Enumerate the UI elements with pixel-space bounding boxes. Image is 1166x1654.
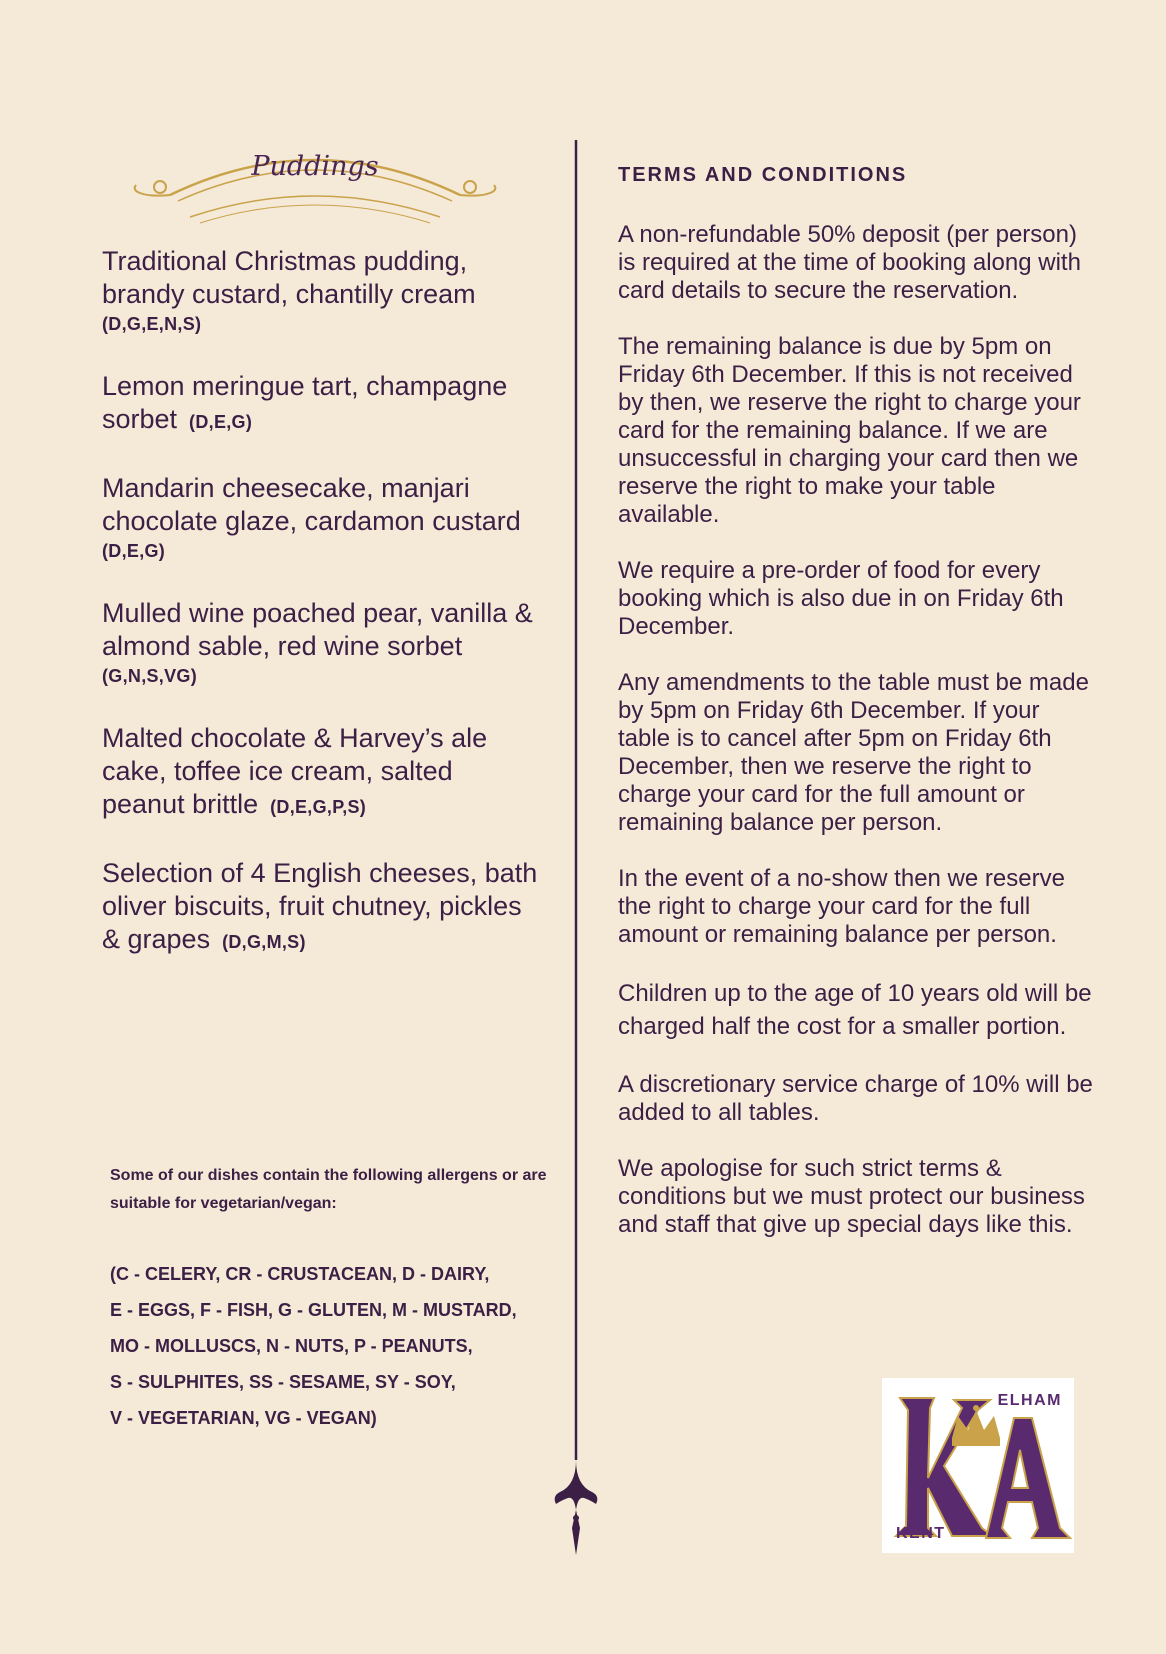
section-title: Puddings [251,151,379,182]
terms-section [618,164,1098,1267]
logo-top-text: ELHAM [997,1392,1062,1409]
list-item [102,370,542,439]
terms-paragraph: We require a pre-order of food for every booking which is also due in on Friday 6th December. [618,557,1064,640]
allergen-code: (D,G,M,S) [222,932,306,952]
restaurant-logo [882,1378,1074,1553]
allergen-key-line: E - EGGS, F - FISH, G - GLUTEN, M - MUSTARD, [110,1300,517,1320]
allergen-key-line: V - VEGETARIAN, VG - VEGAN) [110,1408,377,1428]
list-item [102,597,542,689]
dish-name: Traditional Christmas pudding, brandy custard, chantilly cream [102,246,476,309]
terms-paragraph: In the event of a no-show then we reserve the right to charge your card for the full amount or remaining balance per person. [618,865,1065,948]
terms-heading: TERMS AND CONDITIONS [618,164,908,186]
logo-bottom-text: KENT [896,1525,946,1542]
allergen-key-line: S - SULPHITES, SS - SESAME, SY - SOY, [110,1372,456,1392]
terms-paragraph: A non-refundable 50% deposit (per person) is required at the time of booking along with card details to secure the reservation. [618,221,1081,304]
allergen-key [110,1256,560,1436]
list-item [102,722,542,824]
crown-icon [952,1405,1000,1446]
allergen-code: (G,N,S,VG) [102,666,198,686]
dish-name: Mulled wine poached pear, vanilla & almond sable, red wine sorbet [102,598,533,661]
puddings-banner [130,135,500,235]
allergen-key-line: (C - CELERY, CR - CRUSTACEAN, D - DAIRY, [110,1264,490,1284]
allergen-intro: Some of our dishes contain the following allergens or are suitable for vegetarian/vegan: [110,1167,547,1212]
dish-name: Selection of 4 English cheeses, bath oliver biscuits, fruit chutney, pickles & grapes [102,858,538,954]
terms-paragraph: Children up to the age of 10 years old will be charged half the cost for a smaller portion. [618,980,1092,1040]
terms-paragraph: Any amendments to the table must be made by 5pm on Friday 6th December. If your table is to cancel after 5pm on Friday 6th December, then we reserve the right to charge your card for the full amount or remaining balance per person. [618,669,1089,836]
list-item [102,472,542,564]
terms-paragraph: We apologise for such strict terms & conditions but we must protect our business and staff that give up special days like this. [618,1155,1085,1238]
list-item [102,857,542,959]
dish-name: Malted chocolate & Harvey’s ale cake, toffee ice cream, salted peanut brittle [102,723,488,819]
divider-ornament-icon [546,140,606,1560]
allergen-code: (D,E,G) [189,412,253,432]
column-divider [546,140,606,1560]
dish-list [102,245,542,992]
terms-paragraph: A discretionary service charge of 10% will be added to all tables. [618,1071,1093,1126]
allergen-key-line: MO - MOLLUSCS, N - NUTS, P - PEANUTS, [110,1336,473,1356]
dish-name: Mandarin cheesecake, manjari chocolate glaze, cardamon custard [102,473,521,536]
dish-name: Lemon meringue tart, champagne sorbet [102,371,508,434]
allergen-code: (D,E,G) [102,541,166,561]
list-item [102,245,542,337]
allergen-code: (D,E,G,P,S) [270,797,367,817]
banner-ornament-icon [130,135,500,235]
terms-paragraph: The remaining balance is due by 5pm on Friday 6th December. If this is not received by then, we reserve the right to charge your card for the remaining balance. If we are unsuccessful in charging your card then we reserve the right to make your table available. [618,333,1081,528]
allergen-code: (D,G,E,N,S) [102,314,202,334]
